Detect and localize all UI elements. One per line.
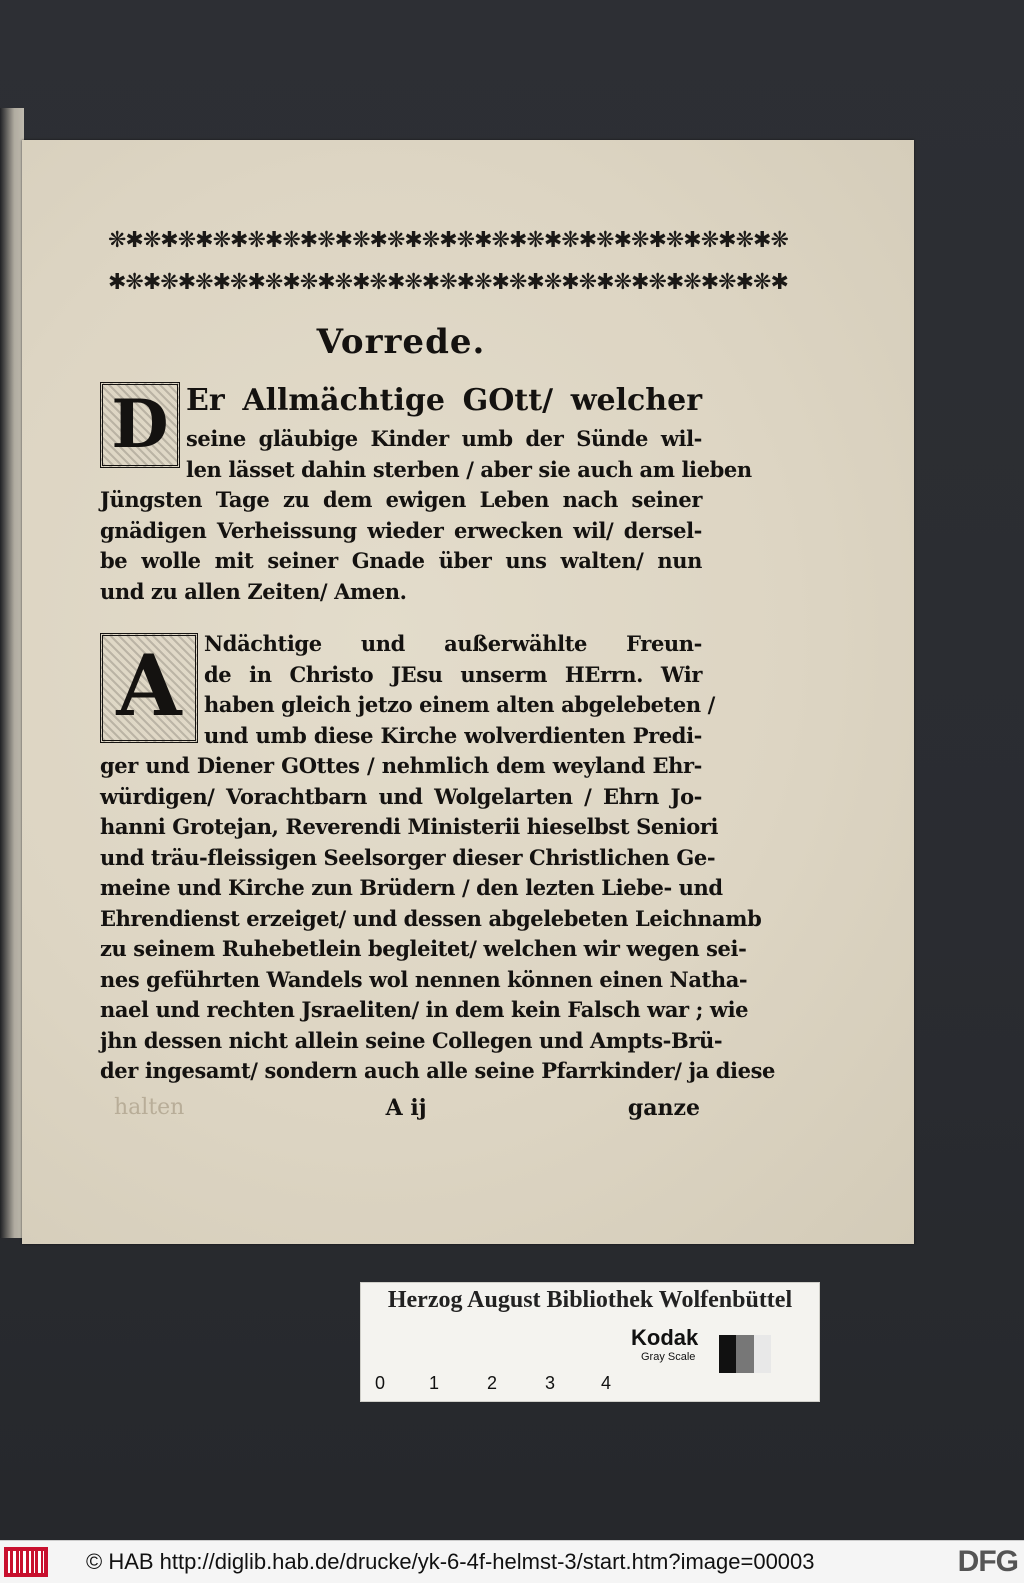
ornament-band	[108, 226, 788, 298]
ornament-row: ❋✱❋✱❋✱❋✱❋✱❋✱❋✱❋✱❋✱❋✱❋✱❋✱❋✱❋✱❋✱❋✱❋✱❋✱❋✱❋	[108, 228, 788, 253]
text-line: Ndächtige und außerwählte Freun-	[204, 631, 702, 656]
paragraph-1	[100, 378, 752, 607]
ruler-number: 3	[545, 1373, 556, 1393]
show-through-text: halten	[114, 1095, 185, 1120]
text-line: Er Allmächtige GOtt/ welcher	[186, 383, 702, 418]
text-line: ger und Diener GOttes / nehmlich dem weyland Ehr-	[100, 753, 702, 778]
signature-mark: A ij	[385, 1094, 427, 1121]
gray-scale-label: Gray Scale	[641, 1351, 696, 1363]
text-line: de in Christo JEsu unserm HErrn. Wir	[204, 661, 702, 687]
text-line: meine und Kirche zun Brüdern / den lezten Liebe- und	[100, 875, 723, 900]
text-line: nael und rechten Jsraeliten/ in dem kein Falsch war ; wie	[100, 997, 749, 1022]
text-line: Ehrendienst erzeiget/ und dessen abgelebeten Leichnamb	[100, 905, 762, 931]
ruler-graphic	[375, 1325, 623, 1393]
text-line: zu seinem Ruhebetlein begleitet/ welchen wir wegen sei-	[100, 936, 747, 961]
text-line: seine gläubige Kinder umb der Sünde wil-	[186, 426, 702, 451]
book-edge	[0, 108, 24, 1238]
footer-url[interactable]: © HAB http://diglib.hab.de/drucke/yk-6-4f-helmst-3/start.htm?image=00003	[86, 1549, 815, 1574]
text-line: len lässet dahin sterben / aber sie auch am lieben	[186, 456, 752, 482]
scale-ruler	[375, 1325, 623, 1393]
text-line: haben gleich jetzo einem alten abgelebeten /	[204, 692, 715, 717]
kodak-logo: Kodak	[631, 1325, 699, 1350]
swatch-black	[719, 1335, 736, 1373]
library-color-card	[360, 1282, 820, 1402]
text-line: und umb diese Kirche wolverdienten Predi-	[204, 722, 702, 748]
ornament-row: ✱❋✱❋✱❋✱❋✱❋✱❋✱❋✱❋✱❋✱❋✱❋✱❋✱❋✱❋✱❋✱❋✱❋✱❋✱❋✱	[108, 270, 788, 295]
text-line: hanni Grotejan, Reverendi Ministerii hieselbst Seniori	[100, 814, 719, 839]
barcode-icon	[4, 1547, 48, 1577]
text-block	[100, 226, 788, 1121]
text-line: würdigen/ Vorachtbarn und Wolgelarten / Ehrn Jo-	[100, 783, 702, 809]
text-line: der ingesamt/ sondern auch alle seine Pfarrkinder/ ja diese	[100, 1058, 775, 1083]
book-page	[22, 140, 914, 1244]
text-line: nes geführten Wandels wol nennen können einen Natha-	[100, 966, 748, 992]
page-heading: Vorrede.	[316, 322, 486, 362]
swatch-gray	[736, 1335, 753, 1373]
drop-cap: D	[100, 382, 180, 468]
catchword: ganze	[627, 1094, 700, 1121]
ruler-number: 1	[429, 1373, 440, 1393]
text-line: jhn dessen nicht allein seine Collegen und Ampts-Brü-	[100, 1027, 723, 1053]
text-line: gnädigen Verheissung wieder erwecken wil/ dersel-	[100, 517, 702, 543]
text-line: und zu allen Zeiten/ Amen.	[100, 578, 407, 604]
ruler-number: 2	[487, 1373, 498, 1393]
dfg-logo: DFG	[957, 1545, 1018, 1578]
gray-swatches	[719, 1335, 771, 1373]
text-line: be wolle mit seiner Gnade über uns walten/ nun	[100, 548, 702, 573]
library-name: Herzog August Bibliothek Wolfenbüttel	[387, 1287, 793, 1313]
swatch-white	[754, 1335, 771, 1373]
drop-cap: A	[100, 633, 198, 743]
paragraph-2	[100, 629, 775, 1087]
text-line: und träu-fleissigen Seelsorger dieser Christlichen Ge-	[100, 844, 716, 870]
ruler-number: 0	[375, 1373, 386, 1393]
text-line: Jüngsten Tage zu dem ewigen Leben nach seiner	[100, 487, 702, 512]
ruler-number: 4	[601, 1373, 612, 1393]
footer-bar	[0, 1540, 1024, 1583]
catchline	[100, 1095, 702, 1121]
